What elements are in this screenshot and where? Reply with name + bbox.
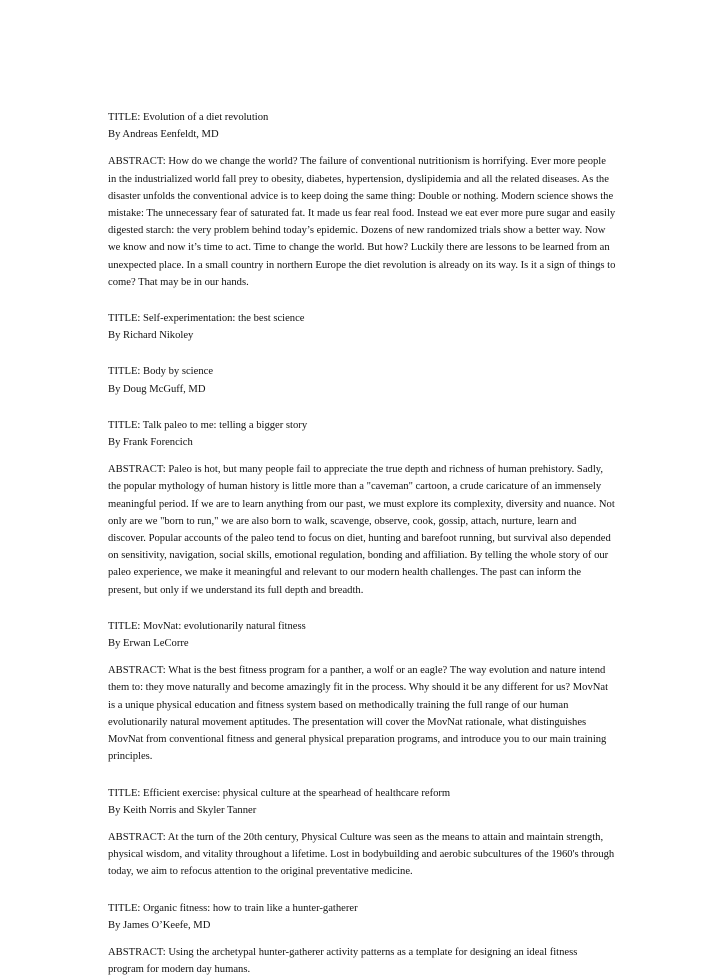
- abstract-line: digested starch: the very problem behind today’s epidemic. Dozens of new randomized trials show a better way. Now: [108, 225, 606, 237]
- entry-title: TITLE: Efficient exercise: physical culture at the spearhead of healthcare reform: [108, 787, 451, 799]
- abstract-line: we know and now it’s time to act. Time to change the world. But how? Luckily there are lessons to be learned from an: [108, 242, 610, 254]
- entry-abstract: [108, 461, 628, 599]
- abstract-line: ABSTRACT: What is the best fitness program for a panther, a wolf or an eagle? The way evolution and nature intend: [108, 665, 606, 677]
- entry-author: By James O’Keefe, MD: [108, 919, 211, 931]
- abstract-line: ABSTRACT: Paleo is hot, but many people fail to appreciate the true depth and richness of human prehistory. Sadly,: [108, 464, 604, 476]
- abstract-line: only are we "born to run," we are also born to walk, scavenge, observe, cook, gossip, attach, nurture, learn and: [108, 515, 577, 527]
- abstract-line: program for modern day humans.: [108, 964, 251, 976]
- abstract-line: MovNat from conventional fitness and general physical preparation programs, and introduce you to our main training: [108, 734, 607, 746]
- entry-evolution-of-a-diet-revolution: [108, 109, 628, 291]
- entry-self-experimentation: [108, 310, 628, 344]
- abstract-line: discover. Popular accounts of the paleo tend to focus on diet, hunting and barefoot running, but survival also depended: [108, 533, 611, 545]
- entry-abstract: [108, 662, 628, 765]
- entry-abstract: [108, 944, 628, 978]
- abstract-line: is a unique physical education and fitness system based on methodically training the full range of our human: [108, 699, 569, 711]
- abstract-line: today, we aim to refocus attention to the original preventative medicine.: [108, 866, 413, 878]
- entry-title: TITLE: Organic fitness: how to train like a hunter-gatherer: [108, 902, 358, 914]
- entry-title: TITLE: MovNat: evolutionarily natural fitness: [108, 620, 306, 632]
- abstract-line: them to: they move naturally and become amazingly fit in the process. Why should it be any different for us? MovNat: [108, 682, 609, 694]
- abstract-line: present, but only if we understand its full depth and breadth.: [108, 584, 364, 596]
- abstract-line: in the industrialized world fall prey to obesity, diabetes, hypertension, dyslipidemia and all the related diseases. As the: [108, 173, 609, 185]
- abstract-line: mistake: The unnecessary fear of saturated fat. It made us fear real food. Instead we eat ever more pure sugar and easily: [108, 208, 616, 220]
- entry-organic-fitness: [108, 900, 628, 978]
- entry-abstract: [108, 829, 628, 881]
- entry-title: TITLE: Talk paleo to me: telling a bigger story: [108, 419, 308, 431]
- entry-author: By Erwan LeCorre: [108, 638, 189, 650]
- entry-author: By Andreas Eenfeldt, MD: [108, 129, 219, 141]
- entry-author: By Frank Forencich: [108, 437, 193, 449]
- abstract-line: principles.: [108, 751, 153, 763]
- abstract-line: the popular mythology of human history is little more than a "caveman" cartoon, a crude caricature of an immensely: [108, 481, 602, 493]
- abstract-line: disaster unfolds the conventional advice is to keep doing the same thing: Double or nothing. Modern science shows the: [108, 190, 614, 202]
- entry-talk-paleo-to-me: [108, 417, 628, 599]
- abstract-line: physical wisdom, and vitality throughout a lifetime. Lost in bodybuilding and aerobic subcultures of the 1960's through: [108, 849, 615, 861]
- entry-author: By Richard Nikoley: [108, 330, 194, 342]
- entry-author: By Keith Norris and Skyler Tanner: [108, 804, 257, 816]
- abstract-line: evolutionarily natural movement aptitudes. The presentation will cover the MovNat rationale, what distinguishes: [108, 716, 587, 728]
- entry-efficient-exercise: [108, 785, 628, 881]
- abstract-line: unexpected place. In a small country in northern Europe the diet revolution is already on its way. Is it a sign of things to: [108, 259, 616, 271]
- abstract-line: on sensitivity, navigation, social skills, emotional regulation, bonding and affiliation. By telling the whole story of our: [108, 550, 609, 562]
- document-page: [108, 109, 628, 978]
- abstract-line: meaningful period. If we are to learn anything from our past, we must explore its complexity, diversity and nuance. Not: [108, 498, 615, 510]
- abstract-line: ABSTRACT: How do we change the world? The failure of conventional nutritionism is horrifying. Ever more people: [108, 156, 606, 168]
- abstract-line: ABSTRACT: At the turn of the 20th century, Physical Culture was seen as the means to attain and maintain strength,: [108, 831, 604, 843]
- entry-author: By Doug McGuff, MD: [108, 383, 206, 395]
- abstract-line: paleo experience, we make it meaningful and relevant to our modern health challenges. The past can inform the: [108, 567, 582, 579]
- abstract-line: ABSTRACT: Using the archetypal hunter-gatherer activity patterns as a template for designing an ideal fitness: [108, 946, 578, 958]
- entry-movnat: [108, 618, 628, 766]
- entry-title: TITLE: Self-experimentation: the best science: [108, 313, 305, 325]
- entry-body-by-science: [108, 363, 628, 397]
- abstract-line: come? That may be in our hands.: [108, 276, 249, 288]
- entry-title: TITLE: Body by science: [108, 366, 214, 378]
- entry-abstract: [108, 153, 628, 291]
- entry-title: TITLE: Evolution of a diet revolution: [108, 112, 269, 123]
